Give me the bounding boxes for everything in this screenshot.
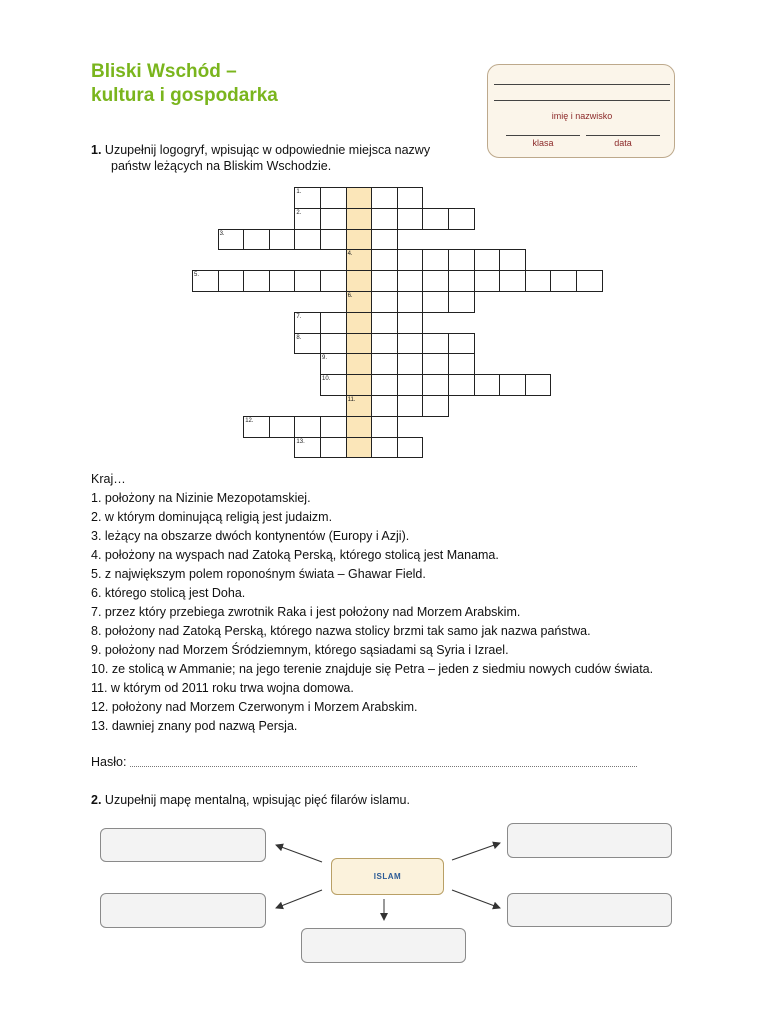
task-1-number: 1. [91,143,102,157]
clues-intro: Kraj… [91,472,126,486]
crossword-row-number: 7. [296,313,302,320]
clue-6: 6. którego stolicą jest Doha. [91,586,246,600]
arrow-bottom-left [276,890,322,908]
task-2-text: Uzupełnij mapę mentalną, wpisując pięć filarów islamu. [104,793,410,807]
clue-12: 12. położony nad Morzem Czerwonym i Morzem Arabskim. [91,700,418,714]
clue-9: 9. położony nad Morzem Śródziemnym, którego sąsiadami są Syria i Izrael. [91,643,509,657]
arrow-top-left [276,845,322,862]
crossword-row-number: 6. [347,293,353,299]
crossword-row-number: 10. [322,376,331,383]
crossword-row-number: 12. [245,417,254,424]
title-line-1: Bliski Wschód – [91,61,237,82]
clue-5: 5. z największym polem roponośnym świata – Ghawar Field. [91,567,426,581]
crossword-row-number: 3. [219,230,225,237]
pillar-box-1[interactable] [100,828,266,862]
clue-1: 1. położony na Nizinie Mezopotamskiej. [91,491,311,505]
password-colon: : [122,755,127,769]
task-2-number: 2. [91,793,102,807]
pillar-box-4[interactable] [507,893,672,927]
date-label: data [614,138,632,148]
crossword-row-number: 11. [347,397,356,403]
clue-13: 13. dawniej znany pod nazwą Persja. [91,719,298,733]
arrow-bottom-right [452,890,500,908]
pillar-box-3[interactable] [100,893,266,928]
clue-11: 11. w którym od 2011 roku trwa wojna domowa. [91,681,354,695]
crossword-row-number: 8. [296,334,302,341]
task-1-text-line-1: Uzupełnij logogryf, wpisując w odpowiednie miejsca nazwy [104,143,431,157]
clue-8: 8. położony nad Zatoką Perską, którego nazwa stolicy brzmi tak samo jak nazwa państwa. [91,624,591,638]
clue-3: 3. leżący na obszarze dwóch kontynentów (Europy i Azji). [91,529,410,543]
name-label: imię i nazwisko [551,111,613,121]
crossword-row-number: 2. [296,209,302,216]
title-line-2: kultura i gospodarka [91,85,278,106]
crossword-row-number: 1. [296,189,302,195]
clue-10: 10. ze stolicą w Ammanie; na jego terenie znajduje się Petra – jeden z siedmiu nowych cudów świata. [91,662,654,676]
clue-4: 4. położony na wyspach nad Zatoką Perską, którego stolicą jest Manama. [91,548,499,562]
clue-2: 2. w którym dominującą religią jest judaizm. [91,510,333,524]
islam-center-box: ISLAM [331,858,444,895]
arrow-top-right [452,843,500,860]
password-label: Hasło [91,755,123,769]
crossword-row-number: 13. [296,438,305,445]
crossword-row-number: 5. [194,272,200,279]
clue-7: 7. przez który przebiega zwrotnik Raka i jest położony nad Morzem Arabskim. [91,605,521,619]
pillar-box-5[interactable] [301,928,466,963]
crossword-row-number: 9. [322,355,328,362]
crossword-row-number: 4. [347,251,353,258]
pillar-box-2[interactable] [507,823,672,858]
task-1-text-line-2: państw leżących na Bliskim Wschodzie. [111,159,332,173]
class-label: klasa [532,138,554,148]
